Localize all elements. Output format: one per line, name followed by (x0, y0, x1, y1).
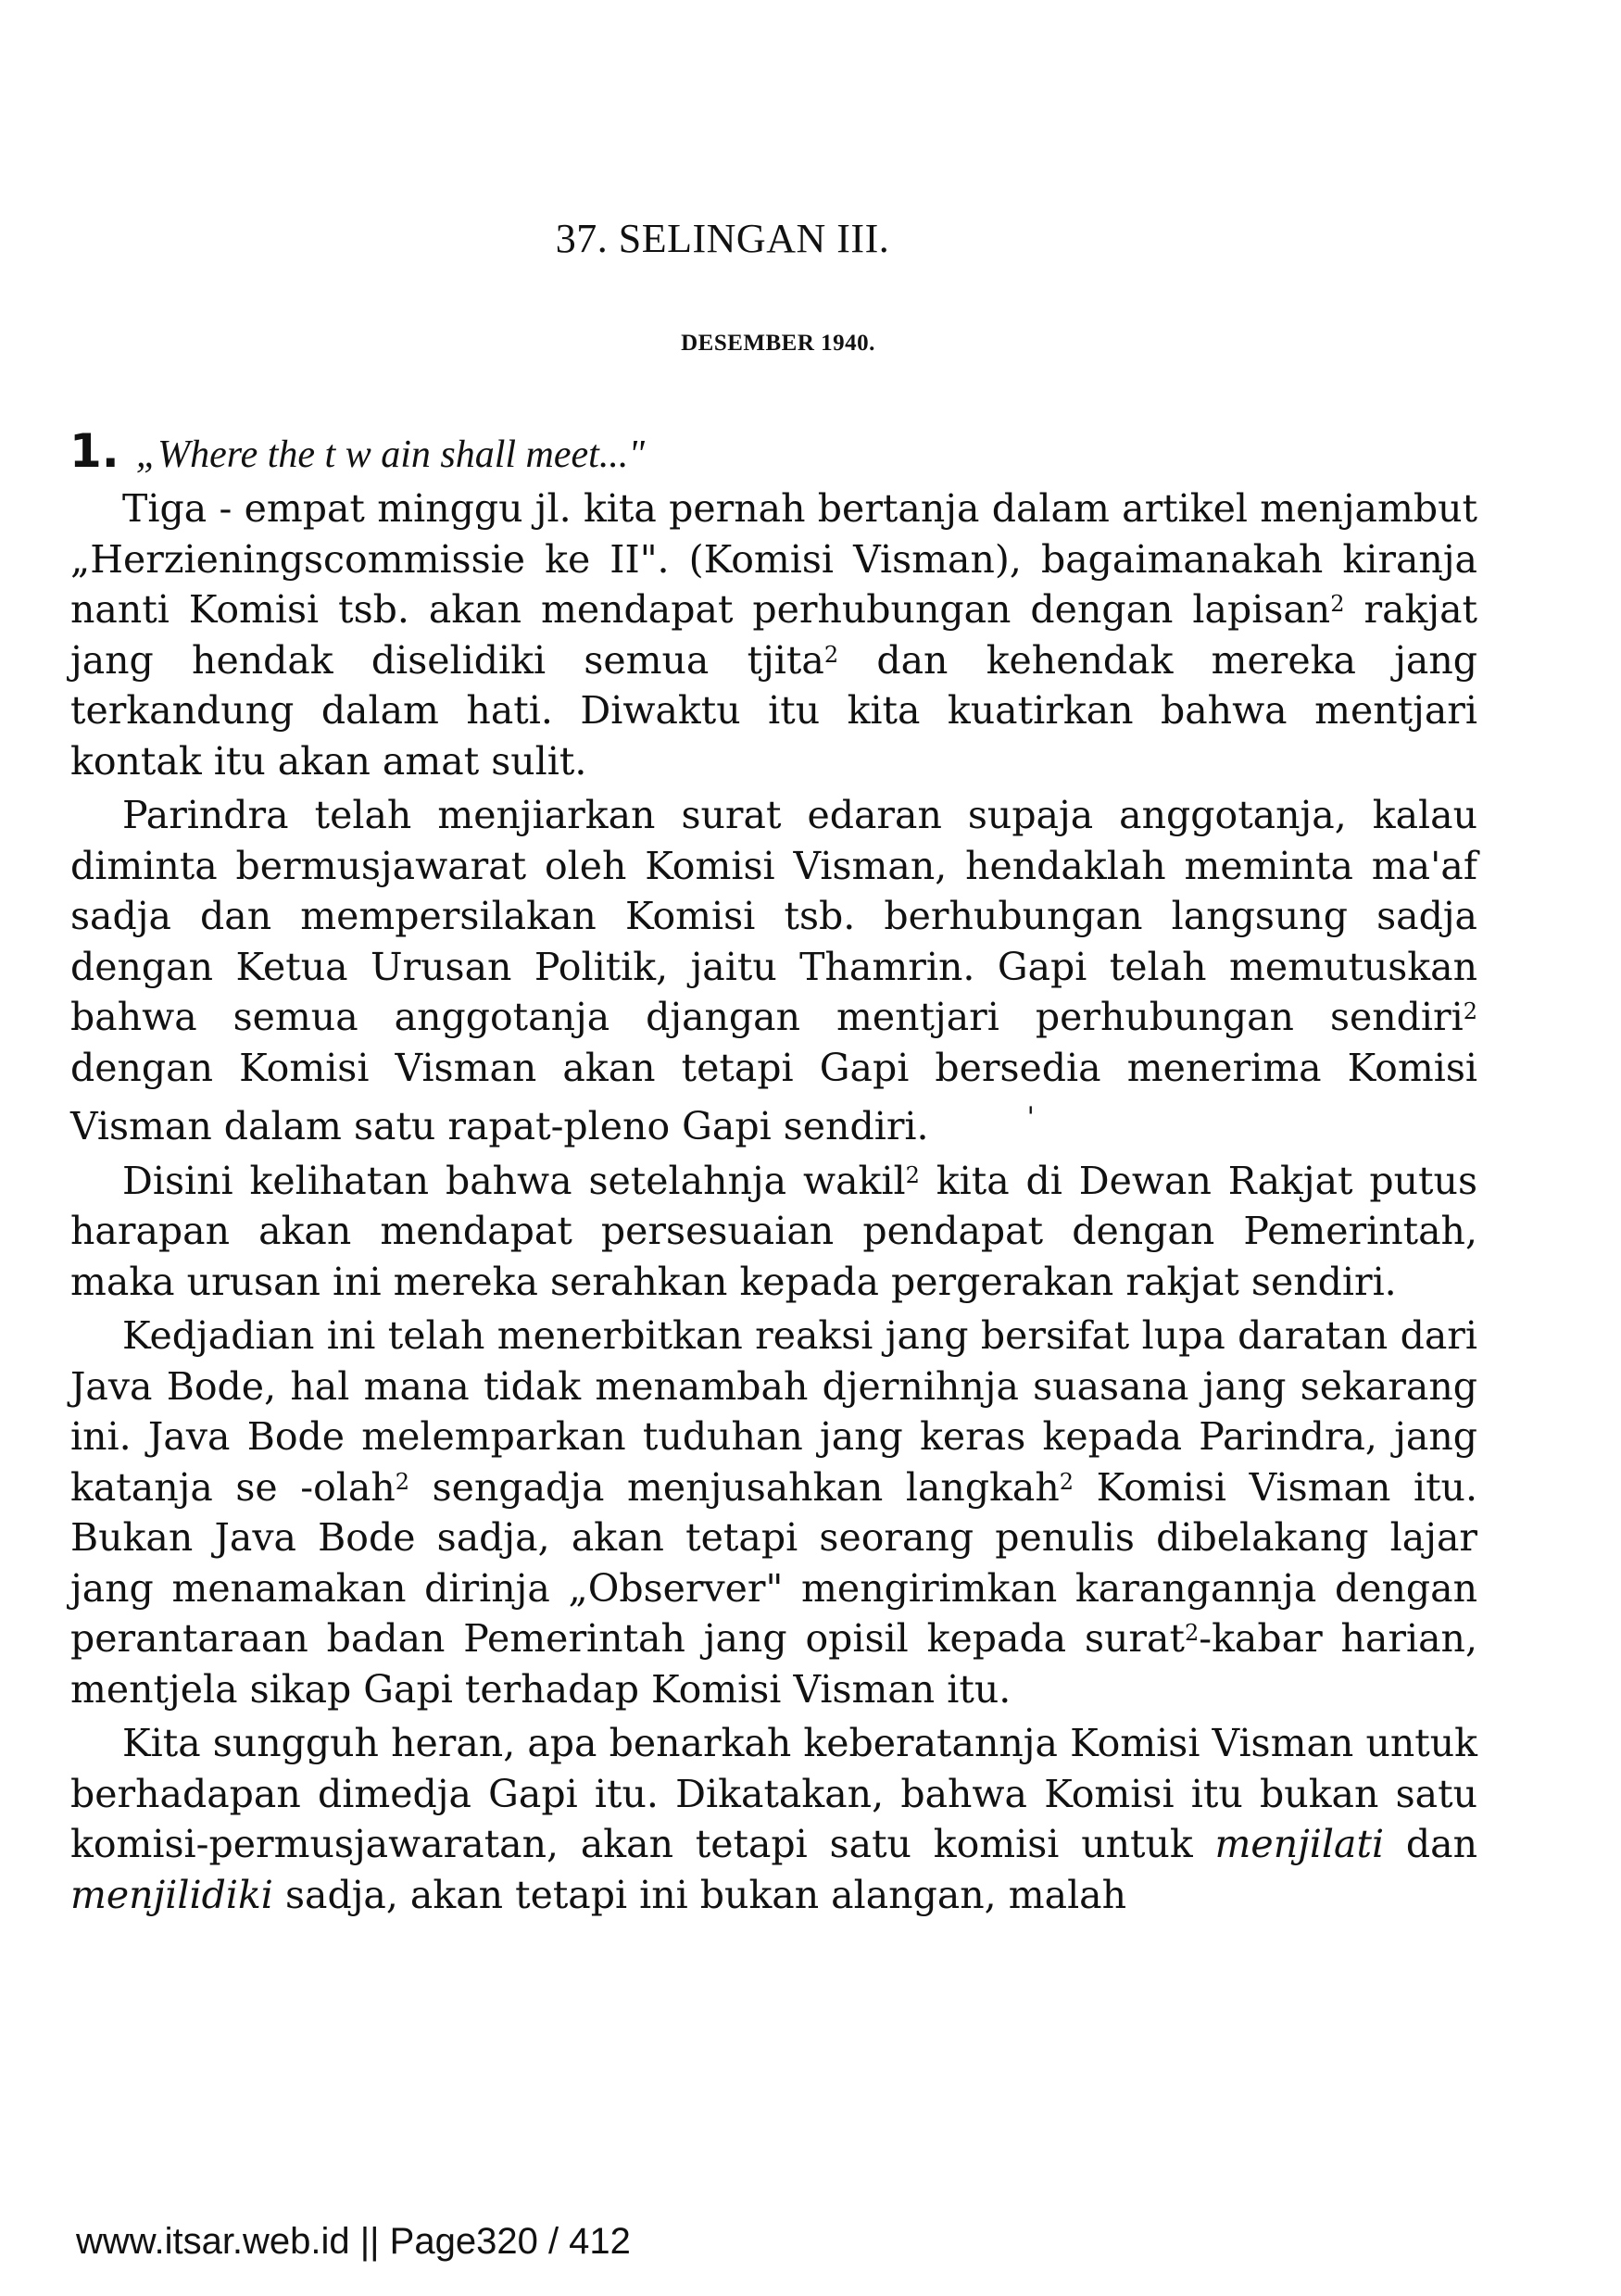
paragraph-2 (70, 790, 1477, 1152)
chapter-title: 37. SELINGAN III. (555, 216, 890, 261)
paragraph-1: Tiga - empat minggu jl. kita pernah bertanja dalam artikel menjambut „Herzieningscommissie ke II". (Komisi Visman), bagaimanakah kiranja nanti Komisi tsb. akan mendapat perhubungan dengan lapisan$^2$ rakjat jang hendak diselidiki semua tjita$^2$ dan kehendak mereka jang terkandung dalam hati. Diwaktu itu kita kuatirkan bahwa mentjari kontak itu akan amat sulit. (70, 486, 1477, 784)
chapter-date: DESEMBER 1940. (681, 331, 875, 356)
paragraph-2-text: Parindra telah menjiarkan surat edaran supaja anggotanja, kalau diminta bermusjawarat oleh Komisi Visman, hendaklah meminta ma'af sadja dan mempersilakan Komisi tsb. berhubungan langsung sadja dengan Ketua Urusan Politik, jaitu Thamrin. Gapi telah memutuskan bahwa semua anggotanja djangan mentjari perhubungan sendiri$^2$ dengan Komisi Visman akan tetapi Gapi bersedia menerima Komisi Visman dalam satu rapat-pleno Gapi sendiri. (70, 793, 1477, 1148)
italic-term-menjilidiki: menjilidiki (70, 1872, 273, 1917)
paragraph-5-end: sadja, akan tetapi ini bukan alangan, malah (284, 1872, 1127, 1917)
paragraph-5-mid: dan (1405, 1822, 1477, 1866)
paragraph-4: Kedjadian ini telah menerbitkan reaksi jang bersifat lupa daratan dari Java Bode, hal mana tidak menambah djernihnja suasana jang sekarang ini. Java Bode melemparkan tuduhan jang keras kepada Parindra, jang katanja se -olah$^2$ sengadja menjusahkan langkah$^2$ Komisi Visman itu. Bukan Java Bode sadja, akan tetapi seorang penulis dibelakang lajar jang menamakan dirinja „Observer" mengirimkan karangannja dengan perantaraan badan Pemerintah jang opisil kepada surat$^2$-kabar harian, mentjela sikap Gapi terhadap Komisi Visman itu. (70, 1313, 1477, 1712)
paragraph-5 (70, 1718, 1477, 1920)
section-number: 1. (69, 424, 119, 478)
paragraph-3: Disini kelihatan bahwa setelahnja wakil$^2$ kita di Dewan Rakjat putus harapan akan mendapat persesuaian pendapat dengan Pemerintah, maka urusan ini mereka serahkan kepada pergerakan rakjat sendiri. (70, 1158, 1477, 1304)
stray-mark: ' (1026, 1101, 1035, 1134)
italic-term-menjilati: menjilati (1214, 1822, 1385, 1866)
paragraph-5-start: Kita sungguh heran, apa benarkah keberatannja Komisi Visman untuk berhadapan dimedja Gapi itu. Dikatakan, bahwa Komisi itu bukan satu komisi-permusjawaratan, akan tetapi satu komisi untuk (70, 1721, 1477, 1866)
body-text (70, 483, 1477, 1924)
page-footer: www.itsar.web.id || Page320 / 412 (76, 2221, 631, 2262)
section-title: „Where the t w ain shall meet..." (135, 433, 645, 476)
section-heading (69, 424, 645, 478)
